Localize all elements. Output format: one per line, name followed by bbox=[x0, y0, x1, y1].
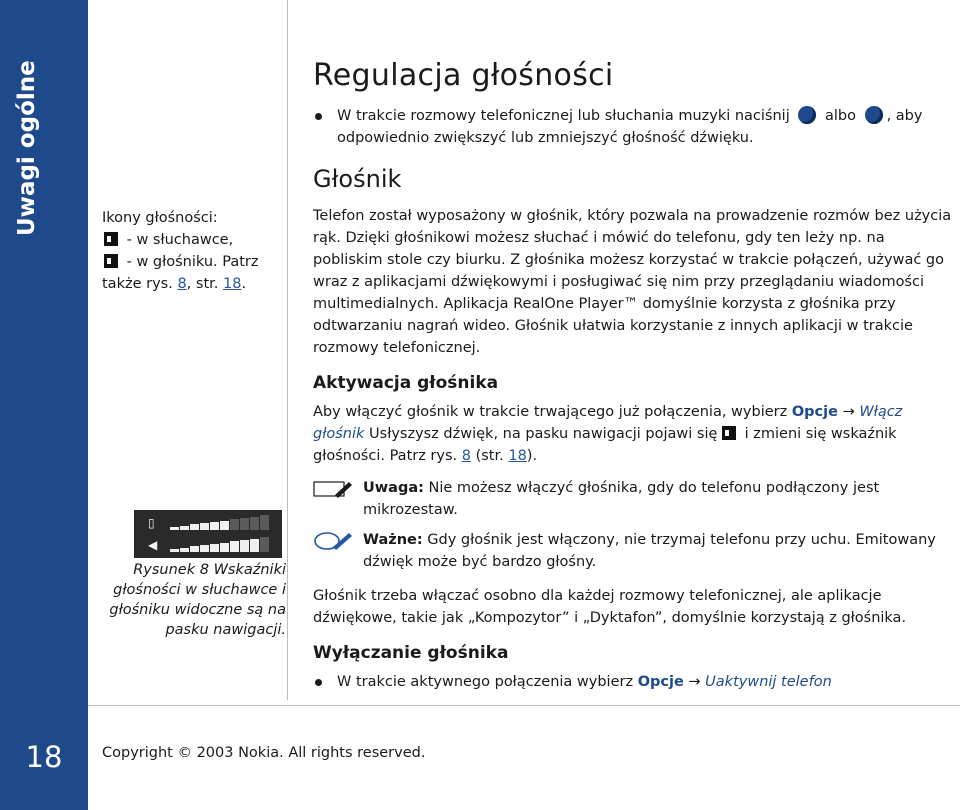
intro-text-c: , aby odpowiednio zwiększyć lub zmniejszyć głośność dźwięku. bbox=[337, 108, 923, 146]
side-note-line3-mid: , str. bbox=[186, 276, 223, 292]
intro-text-a: W trakcie rozmowy telefonicznej lub słuchania muzyki naciśnij bbox=[337, 108, 790, 124]
activation-text-e: ). bbox=[526, 448, 538, 464]
chapter-title: Uwagi ogólne bbox=[14, 60, 40, 236]
speaker-indicator-icon bbox=[722, 426, 736, 440]
activation-paragraph bbox=[313, 401, 953, 467]
speaker-volume-bar bbox=[170, 549, 179, 552]
deactivation-bullet bbox=[313, 671, 953, 693]
note-label: Uwaga: bbox=[363, 480, 424, 496]
earpiece-volume-bar bbox=[180, 526, 189, 530]
volume-bullet bbox=[313, 105, 953, 149]
figure-caption: Rysunek 8 Wskaźniki głośności w słuchawce i głośniku widoczne są na pasku nawigacji. bbox=[109, 562, 286, 638]
side-note-line3-suffix: . bbox=[241, 276, 247, 292]
speaker-volume-icon bbox=[104, 254, 118, 268]
column-divider bbox=[287, 0, 288, 700]
activate-speaker-item: Włącz głośnik bbox=[313, 404, 903, 442]
activation-text-b: Usłyszysz dźwięk, na pasku nawigacji pojawi się bbox=[369, 426, 718, 442]
page-number: 18 bbox=[25, 740, 63, 774]
earpiece-volume-bar bbox=[240, 518, 249, 530]
menu-arrow-2: → bbox=[688, 674, 701, 690]
volume-indicator-figure bbox=[134, 510, 282, 558]
speaker-volume-bar bbox=[180, 548, 189, 552]
earpiece-volume-icon bbox=[104, 232, 118, 246]
earpiece-volume-bar bbox=[170, 527, 179, 530]
earpiece-volume-row bbox=[140, 514, 276, 532]
important-label: Ważne: bbox=[363, 532, 423, 548]
earpiece-glyph-icon: ▯ bbox=[148, 516, 155, 530]
section-title: Głośnik bbox=[313, 165, 402, 193]
earpiece-volume-bar bbox=[200, 523, 209, 530]
earpiece-volume-bar bbox=[210, 522, 219, 530]
speaker-volume-bar bbox=[260, 537, 269, 552]
options-menu-label: Opcje bbox=[791, 404, 838, 420]
apps-paragraph: Głośnik trzeba włączać osobno dla każdej rozmowy telefonicznej, ale aplikacje dźwiękowe, takie jak „Kompozytor” i „Dyktafon”, domyślnie korzystają z głośnika. bbox=[313, 588, 907, 626]
deactivation-heading: Wyłączanie głośnika bbox=[313, 643, 509, 663]
footer-divider bbox=[88, 705, 960, 706]
page-link-main[interactable]: 18 bbox=[508, 448, 527, 464]
speaker-volume-bar bbox=[210, 544, 219, 552]
side-note bbox=[102, 207, 282, 295]
activation-text-a: Aby włączyć głośnik w trakcie trwającego już połączenia, wybierz bbox=[313, 404, 792, 420]
side-note-line3-prefix: także rys. bbox=[102, 276, 178, 292]
speaker-volume-bar bbox=[240, 540, 249, 552]
note-pen-icon bbox=[313, 479, 353, 499]
important-text: Gdy głośnik jest włączony, nie trzymaj telefonu przy uchu. Emitowany dźwięk może być bardzo głośny. bbox=[363, 532, 936, 570]
sidebar-band bbox=[0, 0, 88, 810]
main-content bbox=[313, 58, 953, 693]
speaker-volume-bar bbox=[200, 545, 209, 552]
activate-handset-item: Uaktywnij telefon bbox=[705, 674, 832, 690]
options-menu-label-2: Opcje bbox=[637, 674, 684, 690]
speaker-volume-row bbox=[140, 536, 276, 554]
intro-text-b: albo bbox=[824, 108, 856, 124]
earpiece-volume-bar bbox=[230, 519, 239, 530]
activation-text-c: i zmieni się wskaźnik głośności. Patrz rys. bbox=[313, 426, 897, 464]
earpiece-volume-bar bbox=[220, 521, 229, 531]
speaker-volume-bar bbox=[190, 546, 199, 552]
important-remark bbox=[313, 529, 953, 573]
figure-link[interactable]: 8 bbox=[177, 276, 187, 292]
copyright: Copyright © 2003 Nokia. All rights reserved. bbox=[102, 745, 426, 761]
page-link[interactable]: 18 bbox=[222, 276, 242, 292]
scroll-right-key-icon bbox=[798, 106, 816, 124]
earpiece-volume-bar bbox=[190, 524, 199, 530]
page-title: Regulacja głośności bbox=[313, 58, 614, 93]
speaker-paragraph: Telefon został wyposażony w głośnik, który pozwala na prowadzenie rozmów bez użycia rąk. Dzięki głośnikowi możesz słuchać i mówić do telefonu, gdy ten leży np. na pobliskim stole czy biurku. Z głośnika możesz korzystać w trakcie połączeń, używać go wraz z aplikacjami dźwiękowymi i posługiwać się nim przy przeglądaniu wiadomości multimedialnych. Aplikacja RealOne Player™ domyślnie korzysta z głośnika przy odtwarzaniu nagrań wideo. Głośnik ułatwia korzystanie z innych aplikacji w trakcie rozmowy telefonicznej. bbox=[313, 208, 952, 356]
menu-arrow: → bbox=[842, 404, 855, 420]
earpiece-volume-bar bbox=[250, 517, 259, 530]
activation-text-d: (str. bbox=[470, 448, 509, 464]
important-pen-icon bbox=[313, 531, 353, 551]
speaker-volume-bar bbox=[220, 543, 229, 553]
scroll-left-key-icon bbox=[865, 106, 883, 124]
speaker-glyph-icon: ◀ bbox=[148, 538, 158, 552]
earpiece-volume-bar bbox=[260, 515, 269, 530]
side-note-line2: - w głośniku. Patrz bbox=[126, 254, 259, 270]
note-text: Nie możesz włączyć głośnika, gdy do telefonu podłączony jest mikrozestaw. bbox=[363, 480, 880, 518]
speaker-volume-bar bbox=[230, 541, 239, 552]
note-remark bbox=[313, 477, 953, 521]
deactivation-text: W trakcie aktywnego połączenia wybierz bbox=[337, 674, 638, 690]
side-note-heading: Ikony głośności: bbox=[102, 210, 218, 226]
speaker-volume-bar bbox=[250, 539, 259, 552]
activation-heading: Aktywacja głośnika bbox=[313, 373, 499, 393]
figure-link-main[interactable]: 8 bbox=[461, 448, 471, 464]
side-note-line1: - w słuchawce, bbox=[126, 232, 234, 248]
